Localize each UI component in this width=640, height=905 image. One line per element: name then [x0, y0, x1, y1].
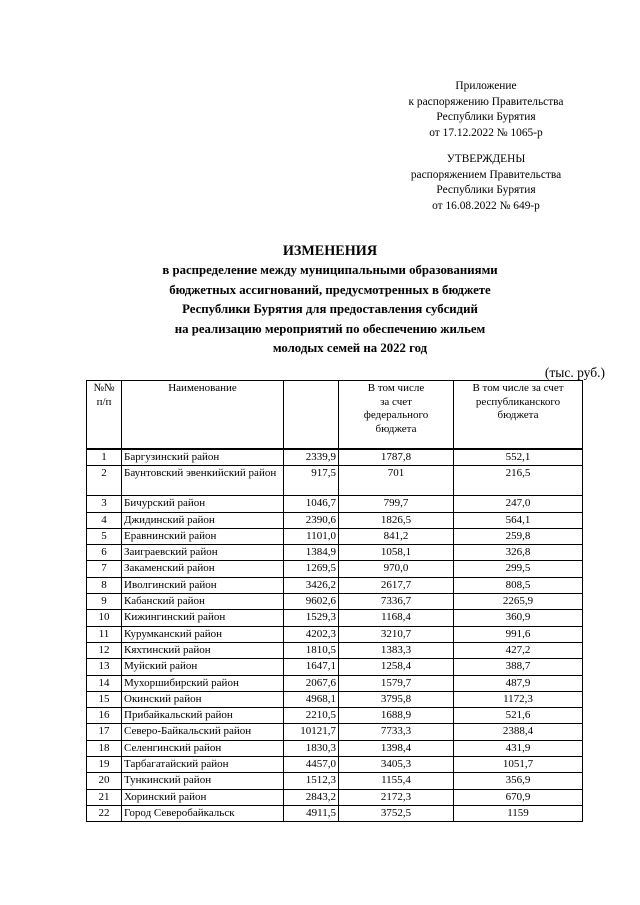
row-num: 22: [87, 805, 122, 821]
appendix-republic: Республики Бурятия: [436, 111, 536, 123]
approved-republic: Республики Бурятия: [436, 184, 536, 196]
table-row: [87, 691, 583, 707]
row-federal: 2172,3: [339, 789, 454, 805]
row-name: Город Северобайкальск: [122, 805, 284, 821]
row-total: 4457,0: [284, 757, 339, 773]
row-federal: 1155,4: [339, 773, 454, 789]
table-row: [87, 545, 583, 561]
row-total: 1101,0: [284, 528, 339, 544]
table-row: [87, 626, 583, 642]
row-name: Баргузинский район: [122, 449, 284, 466]
row-total: 917,5: [284, 466, 339, 496]
row-total: 2210,5: [284, 708, 339, 724]
row-total: 1384,9: [284, 545, 339, 561]
appendix-block: [386, 79, 586, 141]
row-republic: 326,8: [454, 545, 583, 561]
header-num-line2: п/п: [96, 395, 112, 408]
row-republic: 247,0: [454, 496, 583, 512]
table-row: [87, 773, 583, 789]
table-row: [87, 642, 583, 658]
table-row: [87, 528, 583, 544]
row-name: Тарбагатайский район: [122, 757, 284, 773]
table-header-row: [87, 381, 583, 450]
row-num: 20: [87, 773, 122, 789]
approved-block: [386, 152, 586, 214]
table-row: [87, 659, 583, 675]
row-federal: 1398,4: [339, 740, 454, 756]
row-num: 6: [87, 545, 122, 561]
table-row: [87, 675, 583, 691]
allocation-table: [86, 380, 583, 822]
table-row: [87, 466, 583, 496]
row-republic: 670,9: [454, 789, 583, 805]
row-total: 4202,3: [284, 626, 339, 642]
row-name: Курумканский район: [122, 626, 284, 642]
header-federal-line1: В том числе: [367, 382, 425, 394]
row-num: 19: [87, 757, 122, 773]
row-num: 12: [87, 642, 122, 658]
row-federal: 1383,3: [339, 642, 454, 658]
table-row: [87, 577, 583, 593]
title-line-3: Республики Бурятия для предоставления субсидий: [182, 302, 478, 317]
row-num: 18: [87, 740, 122, 756]
row-republic: 1172,3: [454, 691, 583, 707]
row-federal: 7336,7: [339, 594, 454, 610]
row-num: 9: [87, 594, 122, 610]
row-total: 1647,1: [284, 659, 339, 675]
appendix-date: от 17.12.2022 № 1065-р: [429, 126, 543, 139]
appendix-ref: к распоряжению Правительства: [408, 95, 564, 108]
row-republic: 2388,4: [454, 724, 583, 740]
row-federal: 701: [339, 466, 454, 496]
row-federal: 1826,5: [339, 512, 454, 528]
row-num: 2: [87, 466, 122, 496]
row-federal: 1258,4: [339, 659, 454, 675]
table-row: [87, 512, 583, 528]
row-republic: 356,9: [454, 773, 583, 789]
row-republic: 808,5: [454, 577, 583, 593]
approved-ref: распоряжением Правительства: [410, 168, 562, 181]
row-total: 3426,2: [284, 577, 339, 593]
header-federal-line4: бюджета: [375, 422, 417, 435]
row-republic: 259,8: [454, 528, 583, 544]
row-num: 15: [87, 691, 122, 707]
row-name: Кабанский район: [122, 594, 284, 610]
row-federal: 1058,1: [339, 545, 454, 561]
row-federal: 7733,3: [339, 724, 454, 740]
row-federal: 3210,7: [339, 626, 454, 642]
table-row: [87, 724, 583, 740]
row-total: 1810,5: [284, 642, 339, 658]
row-total: 1830,3: [284, 740, 339, 756]
row-republic: 1159: [454, 805, 583, 821]
table-row: [87, 610, 583, 626]
title-line-2: бюджетных ассигнований, предусмотренных в бюджете: [169, 282, 491, 297]
row-num: 10: [87, 610, 122, 626]
header-num-line1: №№: [93, 382, 115, 394]
row-num: 3: [87, 496, 122, 512]
header-republic: [454, 381, 583, 450]
header-republic-line2: республиканского: [475, 395, 561, 408]
approved-date: от 16.08.2022 № 649-р: [432, 199, 540, 212]
row-total: 4968,1: [284, 691, 339, 707]
title-line-5: молодых семей на 2022 год: [272, 341, 428, 356]
row-federal: 970,0: [339, 561, 454, 577]
row-num: 5: [87, 528, 122, 544]
appendix-title: Приложение: [455, 80, 517, 92]
row-total: 2843,2: [284, 789, 339, 805]
table-row: [87, 561, 583, 577]
header-federal: [339, 381, 454, 450]
row-num: 21: [87, 789, 122, 805]
row-total: 9602,6: [284, 594, 339, 610]
row-republic: 564,1: [454, 512, 583, 528]
row-num: 1: [87, 449, 122, 466]
approved-title: УТВЕРЖДЕНЫ: [446, 153, 526, 165]
row-total: 1269,5: [284, 561, 339, 577]
header-name: Наименование: [122, 381, 284, 450]
row-num: 13: [87, 659, 122, 675]
table-row: [87, 805, 583, 821]
row-name: Муйский район: [122, 659, 284, 675]
row-federal: 3405,3: [339, 757, 454, 773]
table-row: [87, 708, 583, 724]
row-federal: 1688,9: [339, 708, 454, 724]
table-row: [87, 594, 583, 610]
row-name: Еравнинский район: [122, 528, 284, 544]
header-republic-line3: бюджета: [497, 409, 539, 421]
row-federal: 1787,8: [339, 449, 454, 466]
row-total: 1046,7: [284, 496, 339, 512]
row-federal: 841,2: [339, 528, 454, 544]
unit-label: (тыс. руб.): [544, 365, 605, 380]
row-name: Окинский район: [122, 691, 284, 707]
row-federal: 3752,5: [339, 805, 454, 821]
row-name: Тункинский район: [122, 773, 284, 789]
row-total: 1529,3: [284, 610, 339, 626]
row-total: 2339,9: [284, 449, 339, 466]
header-federal-line3: федерального: [363, 409, 429, 421]
table-row: [87, 449, 583, 466]
table-row: [87, 496, 583, 512]
row-name: Северо-Байкальский район: [122, 724, 284, 740]
row-federal: 2617,7: [339, 577, 454, 593]
row-name: Прибайкальский район: [122, 708, 284, 724]
title-line-4: на реализацию мероприятий по обеспечению жильем: [174, 321, 486, 336]
row-num: 17: [87, 724, 122, 740]
header-federal-line2: за счет: [380, 395, 412, 408]
row-name: Хоринский район: [122, 789, 284, 805]
table-row: [87, 740, 583, 756]
title-line-1: в распределение между муниципальными образованиями: [162, 263, 498, 278]
row-name: Иволгинский район: [122, 577, 284, 593]
document-title: [64, 242, 596, 358]
row-federal: 799,7: [339, 496, 454, 512]
row-republic: 991,6: [454, 626, 583, 642]
row-republic: 360,9: [454, 610, 583, 626]
table-row: [87, 757, 583, 773]
row-republic: 388,7: [454, 659, 583, 675]
row-republic: 521,6: [454, 708, 583, 724]
row-name: Мухоршибирский район: [122, 675, 284, 691]
row-federal: 1579,7: [339, 675, 454, 691]
row-name: Кяхтинский район: [122, 642, 284, 658]
row-federal: 3795,8: [339, 691, 454, 707]
row-name: Бичурский район: [122, 496, 284, 512]
row-republic: 216,5: [454, 466, 583, 496]
row-num: 11: [87, 626, 122, 642]
row-num: 14: [87, 675, 122, 691]
row-total: 4911,5: [284, 805, 339, 821]
row-name: Кижингинский район: [122, 610, 284, 626]
header-num: [87, 381, 122, 450]
row-num: 16: [87, 708, 122, 724]
row-republic: 299,5: [454, 561, 583, 577]
row-total: 2067,6: [284, 675, 339, 691]
row-total: 10121,7: [284, 724, 339, 740]
row-republic: 1051,7: [454, 757, 583, 773]
row-num: 4: [87, 512, 122, 528]
row-republic: 2265,9: [454, 594, 583, 610]
row-federal: 1168,4: [339, 610, 454, 626]
row-republic: 427,2: [454, 642, 583, 658]
table-row: [87, 789, 583, 805]
row-name: Заиграевский район: [122, 545, 284, 561]
row-name: Баунтовский эвенкийский район: [122, 466, 284, 496]
row-total: 1512,3: [284, 773, 339, 789]
row-republic: 487,9: [454, 675, 583, 691]
row-republic: 552,1: [454, 449, 583, 466]
row-num: 8: [87, 577, 122, 593]
row-republic: 431,9: [454, 740, 583, 756]
row-name: Селенгинский район: [122, 740, 284, 756]
row-name: Закаменский район: [122, 561, 284, 577]
header-total: [284, 381, 339, 450]
row-name: Джидинский район: [122, 512, 284, 528]
row-total: 2390,6: [284, 512, 339, 528]
row-num: 7: [87, 561, 122, 577]
header-republic-line1: В том числе за счет: [472, 382, 564, 394]
title-heading: ИЗМЕНЕНИЯ: [282, 243, 378, 259]
